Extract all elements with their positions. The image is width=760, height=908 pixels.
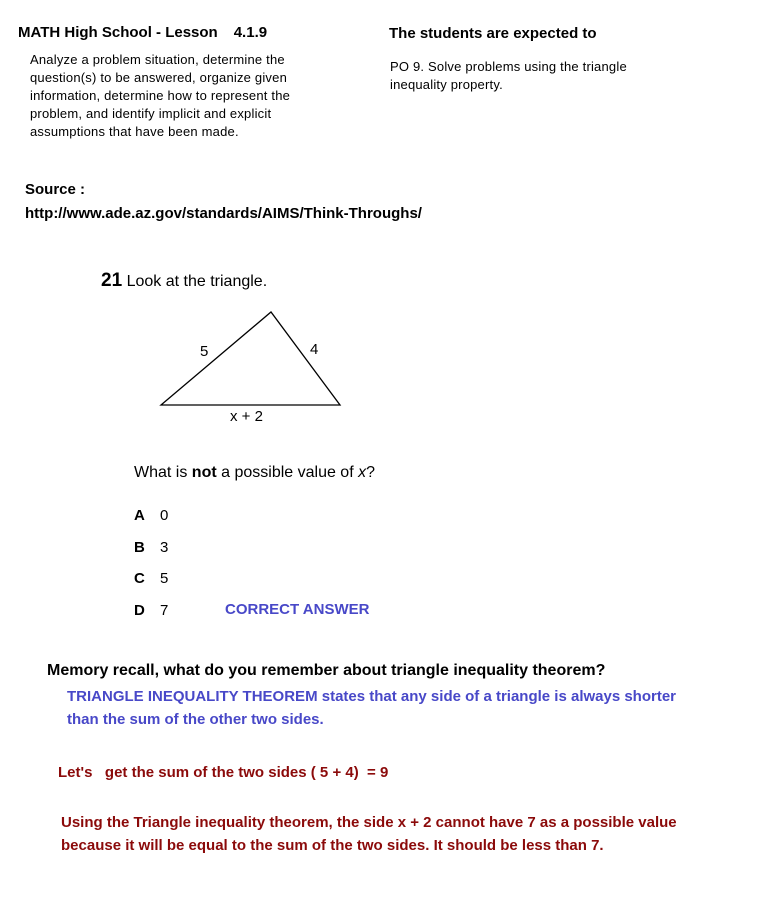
choice-b[interactable]: B 3 bbox=[134, 539, 169, 556]
source-url[interactable]: http://www.ade.az.gov/standards/AIMS/Think-Throughs/ bbox=[25, 205, 422, 222]
question-heading: 21 Look at the triangle. bbox=[101, 270, 268, 291]
choice-d[interactable]: D 7 bbox=[134, 602, 169, 619]
correct-answer-label: CORRECT ANSWER bbox=[225, 601, 370, 618]
side-left-label: 5 bbox=[200, 343, 209, 360]
source-label: Source : bbox=[25, 181, 86, 198]
expectation-text: PO 9. Solve problems using the triangle inequality property. bbox=[390, 59, 627, 92]
side-right-label: 4 bbox=[310, 341, 319, 358]
choice-a[interactable]: A 0 bbox=[134, 507, 169, 524]
side-base-label: x + 2 bbox=[230, 408, 263, 425]
lesson-description: Analyze a problem situation, determine the question(s) to be answered, organize given information, determine how to represent the problem, and identify implicit and explicit assumptions that have been made. bbox=[30, 52, 291, 139]
theorem-text: TRIANGLE INEQUALITY THEOREM states that any side of a triangle is always shorter than the sum of the other two sides. bbox=[67, 688, 677, 728]
recall-question: Memory recall, what do you remember about triangle inequality theorem? bbox=[47, 662, 606, 679]
expectation-title: The students are expected to bbox=[389, 25, 597, 42]
sum-line: Let's get the sum of the two sides ( 5 + 4) = 9 bbox=[58, 764, 389, 781]
choice-c[interactable]: C 5 bbox=[134, 570, 169, 587]
conclusion-text: Using the Triangle inequality theorem, the side x + 2 cannot have 7 as a possible value because it will be equal to the sum of the two sides. It should be less than 7. bbox=[61, 814, 677, 854]
lesson-title: MATH High School - Lesson 4.1.9 bbox=[18, 24, 268, 41]
triangle-shape bbox=[161, 312, 340, 405]
question-ask: What is not a possible value of x? bbox=[134, 464, 375, 481]
